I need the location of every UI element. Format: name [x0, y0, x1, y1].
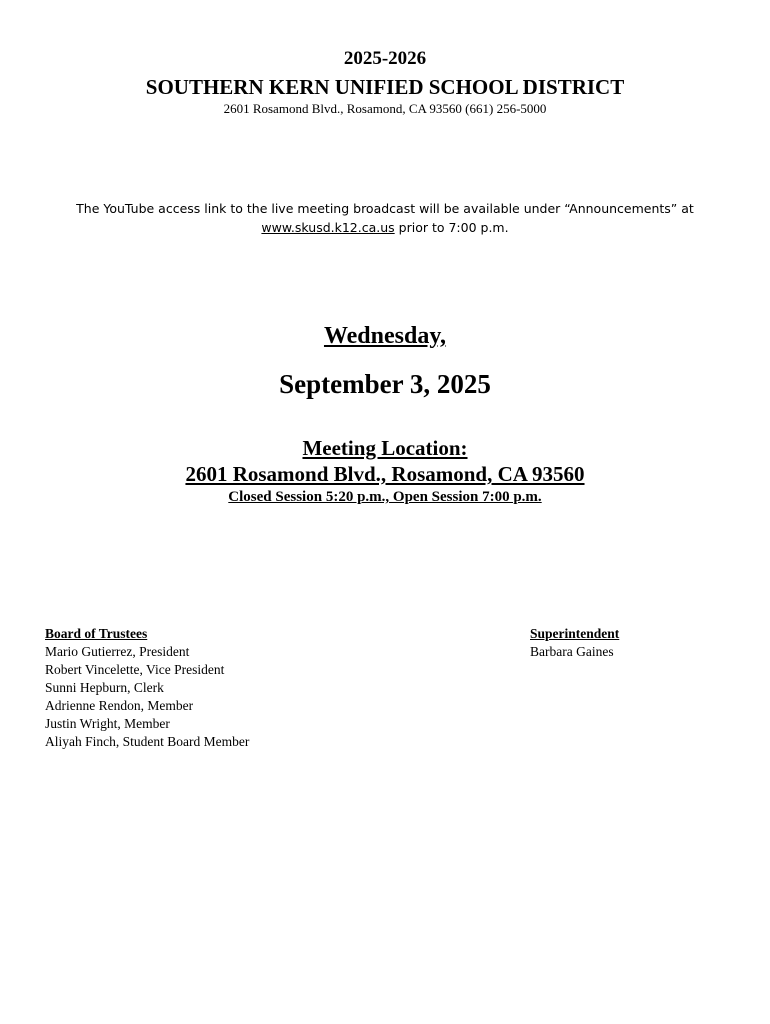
meeting-location-label: Meeting Location:: [302, 436, 468, 460]
board-member: Adrienne Rendon, Member: [45, 698, 194, 713]
school-year: 2025-2026: [343, 48, 427, 69]
board-member: Mario Gutierrez, President: [45, 644, 190, 659]
superintendent-name: Barbara Gaines: [530, 644, 614, 659]
meeting-weekday: Wednesday,: [323, 323, 447, 349]
superintendent-block: [530, 625, 619, 661]
district-website-link[interactable]: www.skusd.k12.ca.us: [261, 220, 395, 235]
broadcast-notice-time: prior to 7:00 p.m.: [394, 220, 509, 235]
broadcast-notice-line: The YouTube access link to the live meeting broadcast will be available under “Announcements” at: [76, 201, 694, 216]
session-times: Closed Session 5:20 p.m., Open Session 7:00 p.m.: [228, 489, 542, 505]
broadcast-notice: [0, 199, 770, 237]
board-heading: Board of Trustees: [45, 626, 148, 641]
board-member: Sunni Hepburn, Clerk: [45, 680, 164, 695]
meeting-date: September 3, 2025: [279, 369, 491, 399]
board-member: Robert Vincelette, Vice President: [45, 662, 225, 677]
meeting-location-address: 2601 Rosamond Blvd., Rosamond, CA 93560: [185, 462, 585, 486]
board-member: Justin Wright, Member: [45, 716, 170, 731]
broadcast-notice-line-2: [0, 218, 770, 237]
district-address: 2601 Rosamond Blvd., Rosamond, CA 93560 (661) 256-5000: [223, 101, 547, 116]
district-name: SOUTHERN KERN UNIFIED SCHOOL DISTRICT: [145, 75, 625, 99]
superintendent-heading: Superintendent: [530, 626, 620, 641]
board-member: Aliyah Finch, Student Board Member: [45, 734, 250, 749]
board-of-trustees: [45, 625, 249, 751]
